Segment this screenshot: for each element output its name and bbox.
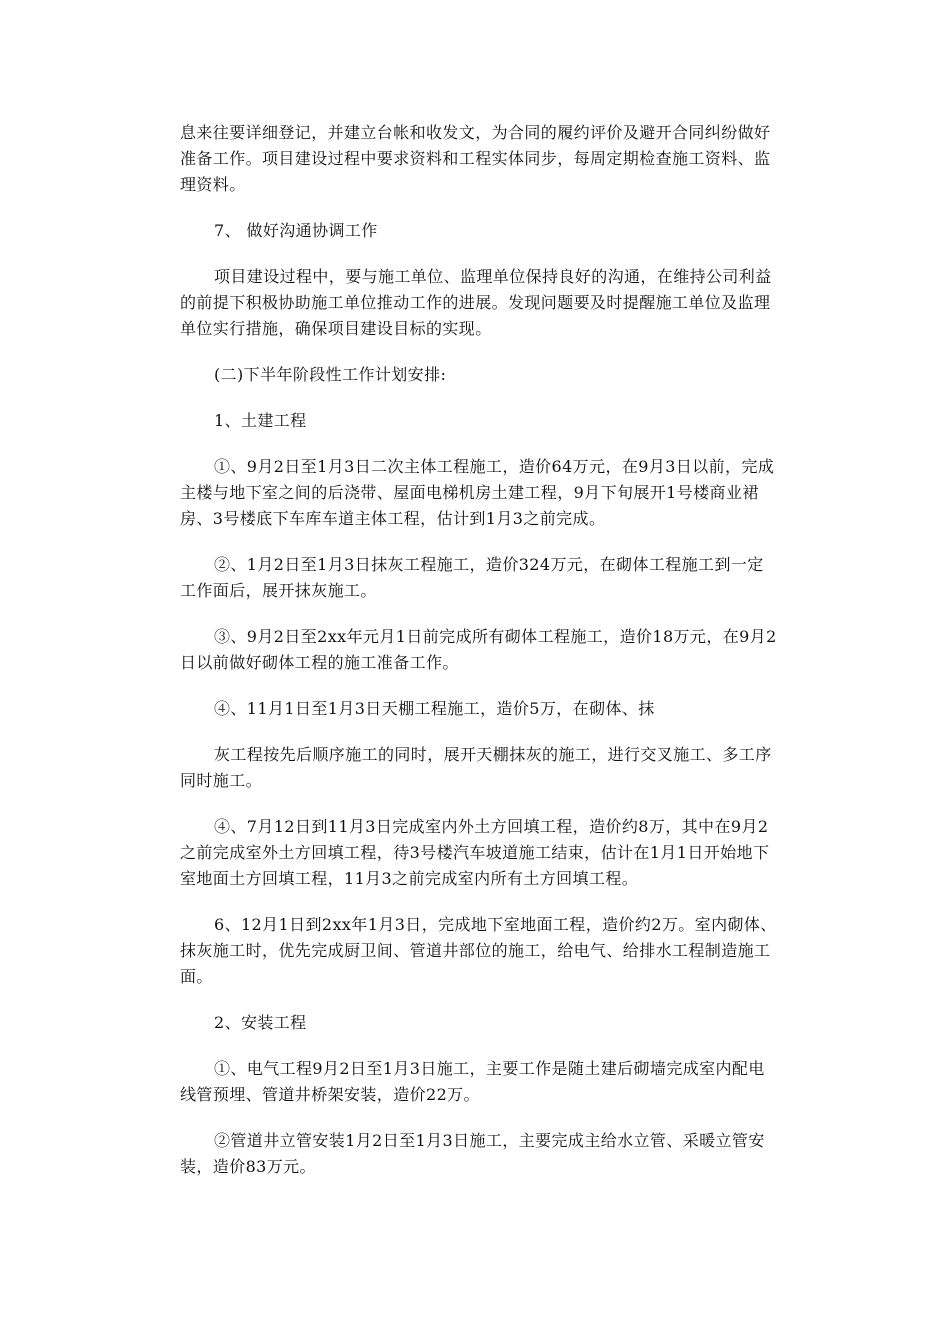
paragraph-civil-item-1: ①、9月2日至1月3日二次主体工程施工，造价64万元，在9月3日以前，完成主楼与地下室之间的后浇带、屋面电梯机房土建工程，9月下旬展开1号楼商业裙房、3号楼底下车库车道主体工程，估计到1月3之前完成。 (180, 457, 775, 528)
paragraph-civil-item-2: ②、1月2日至1月3日抹灰工程施工，造价324万元，在砌体工程施工到一定工作面后，展开抹灰施工。 (180, 555, 764, 600)
paragraph-communication: 项目建设过程中，要与施工单位、监理单位保持良好的沟通，在维持公司利益的前提下积极协助施工单位推动工作的进展。发现问题要及时提醒施工单位及监理单位实行措施，确保项目建设目标的实现。 (180, 267, 772, 338)
paragraph-civil-item-4b: ④、7月12日到11月3日完成室内外土方回填工程，造价约8万，其中在9月2之前完成室外土方回填工程，待3号楼汽车坡道施工结束，估计在1月1日开始地下室地面土方回填工程，11月3之前完成室内所有土方回填工程。 (180, 817, 770, 888)
section-heading-second-half-plan: (二)下半年阶段性工作计划安排: (214, 365, 447, 384)
paragraph-installation-item-1: ①、电气工程9月2日至1月3日施工，主要工作是随土建后砌墙完成室内配电线管预埋、管道井桥架安装，造价22万。 (180, 1059, 765, 1104)
document-body (180, 120, 780, 1200)
paragraph-civil-item-4: ④、11月1日至1月3日天棚工程施工，造价5万，在砌体、抹 (214, 699, 655, 718)
section-heading-installation-works: 2、安装工程 (214, 1013, 307, 1032)
section-heading-civil-works: 1、土建工程 (214, 411, 307, 430)
section-heading-communication: 7、 做好沟通协调工作 (214, 221, 378, 240)
paragraph-civil-item-3: ③、9月2日至2xx年元月1日前完成所有砌体工程施工，造价18万元，在9月2日以前做好砌体工程的施工准备工作。 (180, 627, 777, 672)
paragraph-civil-item-6: 6、12月1日到2xx年1月3日，完成地下室地面工程，造价约2万。室内砌体、抹灰施工时，优先完成厨卫间、管道井部位的施工，给电气、给排水工程制造施工面。 (180, 915, 777, 986)
paragraph-civil-item-4-continued: 灰工程按先后顺序施工的同时，展开天棚抹灰的施工，进行交叉施工、多工序同时施工。 (180, 745, 772, 790)
paragraph-continuation: 息来往要详细登记，并建立台帐和收发文，为合同的履约评价及避开合同纠纷做好准备工作。项目建设过程中要求资料和工程实体同步，每周定期检查施工资料、监理资料。 (180, 123, 771, 194)
paragraph-installation-item-2: ②管道井立管安装1月2日至1月3日施工，主要完成主给水立管、采暖立管安装，造价83万元。 (180, 1131, 765, 1176)
